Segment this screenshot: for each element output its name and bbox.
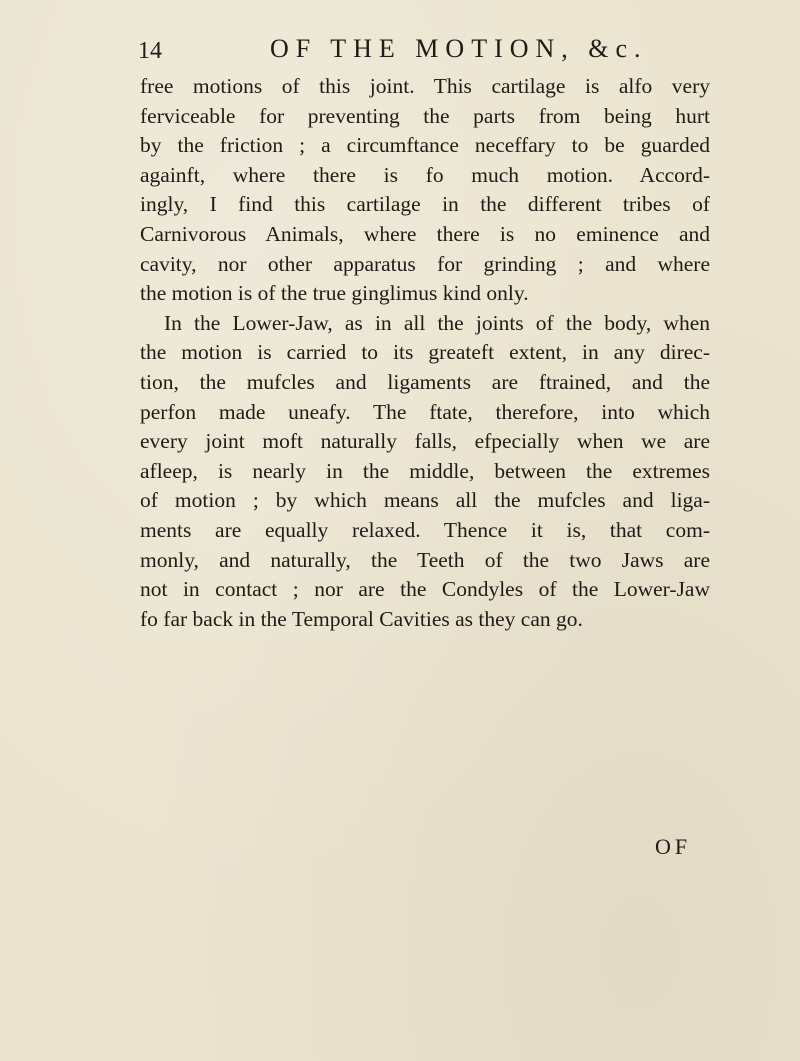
text-line: free motions of this joint. This cartilage is alfo very	[140, 74, 710, 98]
text-line: ments are equally relaxed. Thence it is, that com-	[140, 517, 710, 542]
text-line: ferviceable for preventing the parts from being hurt	[140, 103, 710, 128]
text-line: cavity, nor other apparatus for grinding ; and where	[140, 251, 710, 276]
running-head	[130, 30, 730, 70]
text-line: by the friction ; a circumftance neceffary to be guarded	[140, 133, 710, 158]
running-title: OF THE MOTION, &c.	[270, 34, 648, 63]
text-line: ingly, I find this cartilage in the different tribes of	[140, 192, 710, 217]
text-line: every joint moft naturally falls, efpecially when we are	[140, 429, 710, 454]
text-line: afleep, is nearly in the middle, between the extremes	[140, 458, 710, 483]
catchword: OF	[655, 834, 692, 859]
text-line: Carnivorous Animals, where there is no eminence and	[140, 221, 710, 246]
page-number: 14	[138, 38, 162, 64]
text-line: fo far back in the Temporal Cavities as they can go.	[140, 606, 583, 631]
text-line: of motion ; by which means all the mufcles and liga-	[140, 488, 710, 513]
text-line: perfon made uneafy. The ftate, therefore, into which	[140, 399, 710, 424]
body-text	[140, 72, 710, 634]
text-line: tion, the mufcles and ligaments are ftrained, and the	[140, 369, 710, 394]
text-line: not in contact ; nor are the Condyles of the Lower-Jaw	[140, 577, 710, 602]
paragraph-start-line: In the Lower-Jaw, as in all the joints of the body, when	[164, 310, 710, 335]
text-line: the motion is carried to its greateft extent, in any direc-	[140, 340, 710, 365]
text-line: monly, and naturally, the Teeth of the two Jaws are	[140, 547, 710, 572]
text-line: againft, where there is fo much motion. Accord-	[140, 162, 710, 187]
text-line: the motion is of the true ginglimus kind only.	[140, 281, 529, 306]
